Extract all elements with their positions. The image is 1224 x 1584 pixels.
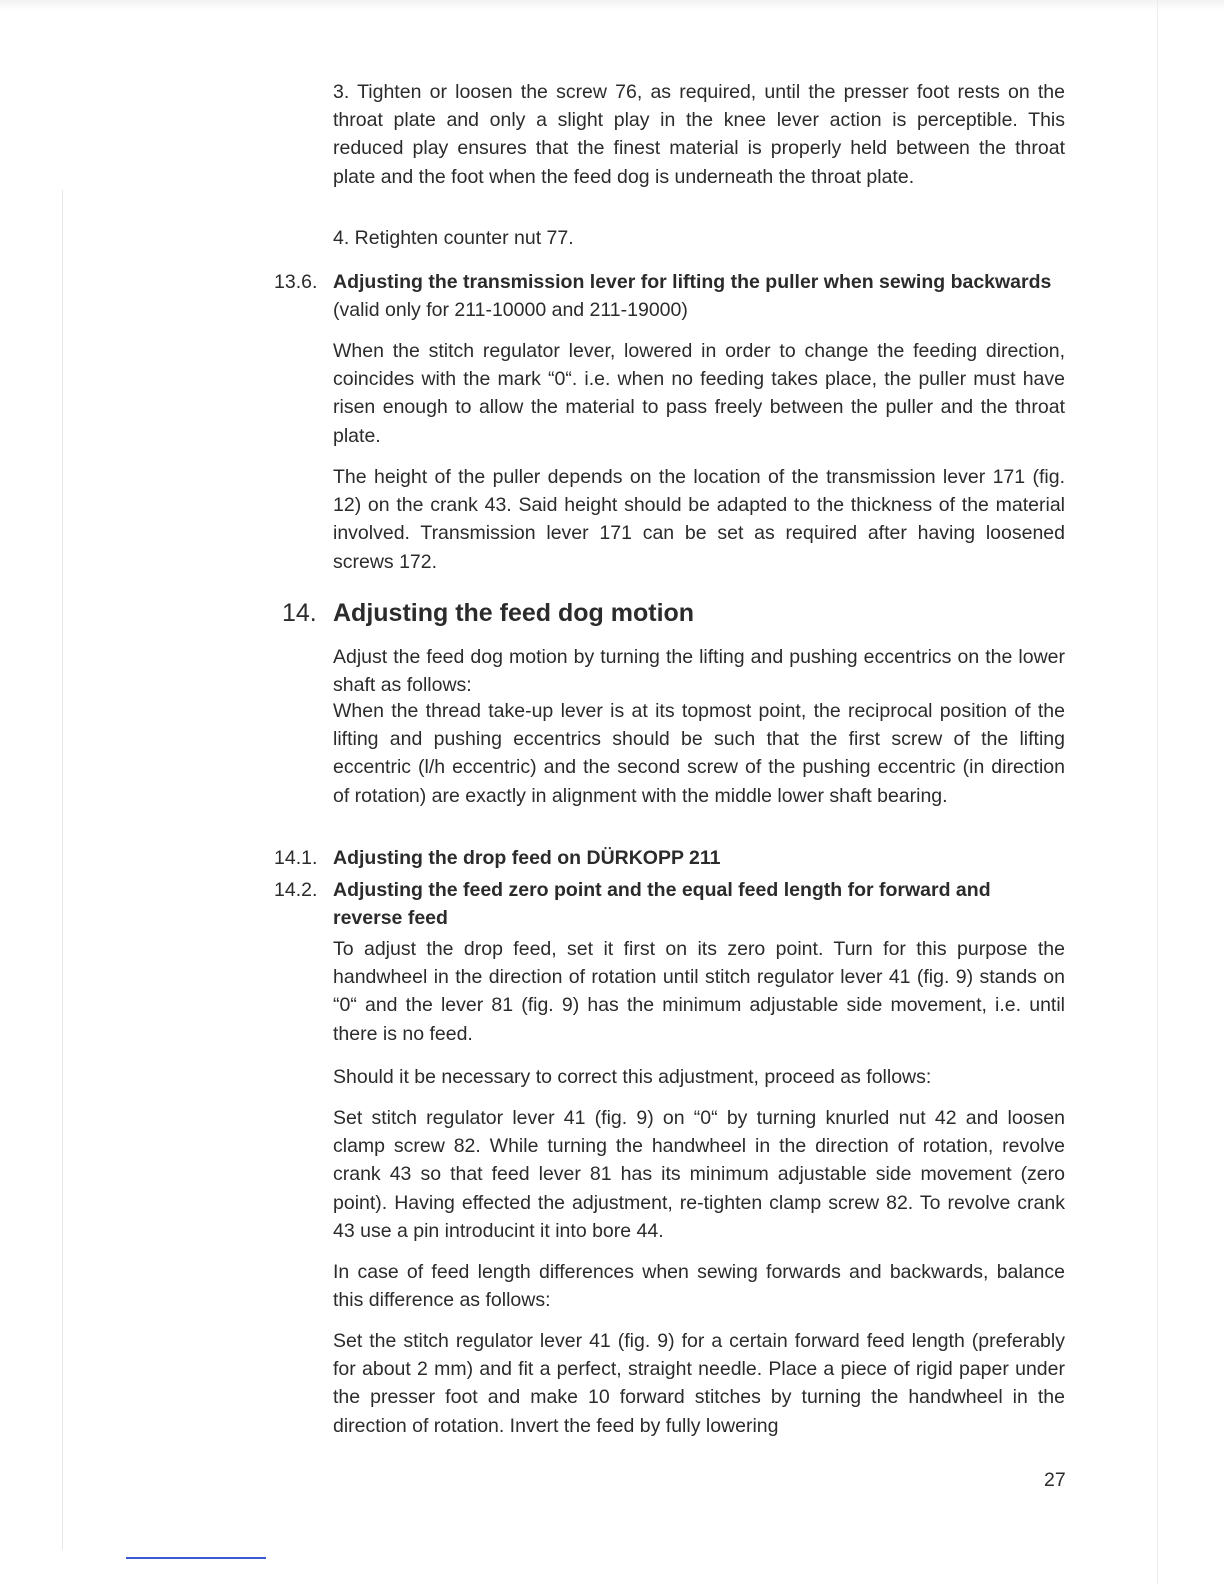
section-14-paragraph-b: When the thread take-up lever is at its topmost point, the reciprocal position of the lifting and pushing eccentrics should be such that the first screw of the lifting eccentric (l/h eccentric) and the second screw of the pushing eccentric (in direction of rotation) are exactly in alignment with the middle lower shaft bearing. <box>333 700 1065 807</box>
section-13-6-note: (valid only for 211-10000 and 211-19000) <box>333 299 688 322</box>
section-14-title: Adjusting the feed dog motion <box>333 599 695 627</box>
section-13-6-paragraph-1: When the stitch regulator lever, lowered in order to change the feeding direction, coincides with the mark “0“. i.e. when no feeding takes place, the puller must have risen enough to allow the material to pass freely between the puller and the throat plate. <box>333 340 1065 447</box>
section-14-2-title <box>333 876 1065 932</box>
step-4-text: 4. Retighten counter nut 77. <box>333 227 574 249</box>
step-3-text: 3. Tighten or loosen the screw 76, as required, until the presser foot rests on the throat plate and only a slight play in the knee lever action is perceptible. This reduced play ensures that the finest material is properly held between the throat plate and the foot when the feed dog is underneath the throat plate. <box>333 81 1065 188</box>
section-14-1-number: 14.1. <box>274 847 318 869</box>
bottom-rule-line <box>126 1557 266 1559</box>
section-14-1-title-text: Adjusting the drop feed on DÜRKOPP 211 <box>333 847 721 869</box>
page-number: 27 <box>1044 1469 1066 1491</box>
scan-edge-right <box>1157 0 1158 1584</box>
section-14-1-title <box>333 844 1065 872</box>
section-14-2-paragraph-5: Set the stitch regulator lever 41 (fig. 9) for a certain forward feed length (preferably for about 2 mm) and fit a perfect, straight needle. Place a piece of rigid paper under the presser foot and make 10 forward stitches by turning the handwheel in the direction of rotation. Invert the feed by fully lowering <box>333 1330 1065 1437</box>
section-14-2-number: 14.2. <box>274 879 318 901</box>
section-13-6-heading <box>333 268 1065 324</box>
section-14-2-paragraph-2: Should it be necessary to correct this adjustment, proceed as follows: <box>333 1066 932 1088</box>
scan-edge-left <box>62 190 63 1550</box>
section-13-6-number: 13.6. <box>274 271 318 293</box>
section-14-2-title-text: Adjusting the feed zero point and the equal feed length for forward and reverse feed <box>333 879 991 930</box>
section-13-6-paragraph-2: The height of the puller depends on the location of the transmission lever 171 (fig. 12) on the crank 43. Said height should be adapted to the thickness of the material involved. Transmission lever 171 can be set as required after having loosened screws 172. <box>333 466 1065 573</box>
section-14-2-paragraph-3: Set stitch regulator lever 41 (fig. 9) on “0“ by turning knurled nut 42 and loosen clamp screw 82. While turning the handwheel in the direction of rotation, revolve crank 43 so that feed lever 81 has its minimum adjustable side movement (zero point). Having effected the adjustment, re-tighten clamp screw 82. To revolve crank 43 use a pin introducint it into bore 44. <box>333 1107 1065 1242</box>
section-13-6-title: Adjusting the transmission lever for lifting the puller when sewing backwards <box>333 271 1052 293</box>
section-14-2-paragraph-4: In case of feed length differences when sewing forwards and backwards, balance this difference as follows: <box>333 1261 1065 1312</box>
section-14-2-paragraph-1: To adjust the drop feed, set it first on its zero point. Turn for this purpose the handwheel in the direction of rotation until stitch regulator lever 41 (fig. 9) stands on “0“ and the lever 81 (fig. 9) has the minimum adjustable side movement, i.e. until there is no feed. <box>333 938 1065 1045</box>
page-top-shadow <box>0 0 1224 10</box>
section-14-paragraph-a: Adjust the feed dog motion by turning the lifting and pushing eccentrics on the lower shaft as follows: <box>333 646 1065 697</box>
section-14-number: 14. <box>282 599 317 627</box>
